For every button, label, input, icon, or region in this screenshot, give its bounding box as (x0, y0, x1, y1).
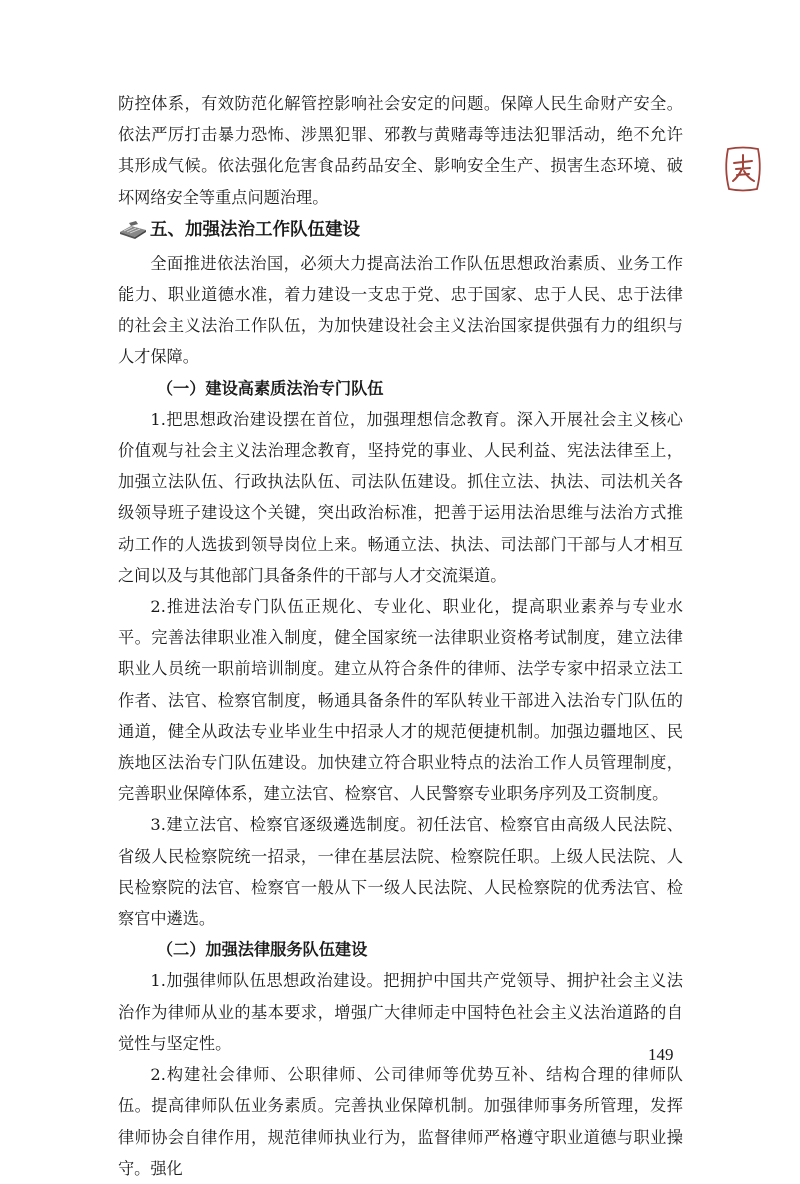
page-number: 149 (648, 1045, 674, 1064)
paragraph-a3: 3.建立法官、检察官逐级遴选制度。初任法官、检察官由高级人民法院、省级人民检察院统一招录，一律在基层法院、检察院任职。上级人民法院、人民检察院的法官、检察官一般从下一级人民法院、人民检察院的优秀法官、检察官中遴选。 (118, 815, 683, 929)
book-icon (118, 220, 148, 240)
paragraph-continued: 防控体系，有效防范化解管控影响社会安定的问题。保障人民生命财产安全。依法严厉打击暴力恐怖、涉黑犯罪、邪教与黄赌毒等违法犯罪活动，绝不允许其形成气候。依法强化危害食品药品安全、影响安全生产、损害生态环境、破坏网络安全等重点问题治理。 (118, 94, 683, 207)
section-heading (118, 214, 683, 246)
section-title: 五、加强法治工作队伍建设 (150, 219, 360, 240)
subheading-1: （一）建设高素质法治专门队伍 (156, 378, 384, 398)
paragraph-b1: 1.加强律师队伍思想政治建设。把拥护中国共产党领导、拥护社会主义法治作为律师从业的基本要求，增强广大律师走中国特色社会主义法治道路的自觉性与坚定性。 (118, 971, 683, 1053)
subheading-2: （二）加强法律服务队伍建设 (156, 940, 368, 960)
page-body (118, 88, 683, 1184)
section-intro: 全面推进依法治国，必须大力提高法治工作队伍思想政治素质、业务工作能力、职业道德水准，着力建设一支忠于党、忠于国家、忠于人民、忠于法律的社会主义法治工作队伍，为加快建设社会主义法治国家提供强有力的组织与人才保障。 (118, 253, 683, 367)
paragraph-a1: 1.把思想政治建设摆在首位，加强理想信念教育。深入开展社会主义核心价值观与社会主义法治理念教育，坚持党的事业、人民利益、宪法法律至上，加强立法队伍、行政执法队伍、司法队伍建设。抓住立法、执法、司法机关各级领导班子建设这个关键，突出政治标准，把善于运用法治思维与法治方式推动工作的人选拔到领导岗位上来。畅通立法、执法、司法部门干部与人才相互之间以及与其他部门具备条件的干部与人才交流渠道。 (118, 409, 683, 585)
paragraph-a2: 2.推进法治专门队伍正规化、专业化、职业化，提高职业素养与专业水平。完善法律职业准入制度，健全国家统一法律职业资格考试制度，建立法律职业人员统一职前培训制度。建立从符合条件的律师、法学专家中招录立法工作者、法官、检察官制度，畅通具备条件的军队转业干部进入法治专门队伍的通道，健全从政法专业毕业生中招录人才的规范便捷机制。加强边疆地区、民族地区法治专门队伍建设。加快建立符合职业特点的法治工作人员管理制度，完善职业保障体系，建立法官、检察官、人民警察专业职务序列及工资制度。 (118, 597, 683, 804)
paragraph-b2: 2.构建社会律师、公职律师、公司律师等优势互补、结构合理的律师队伍。提高律师队伍业务素质。完善执业保障机制。加强律师事务所管理，发挥律师协会自律作用，规范律师执业行为，监督律师严格遵守职业道德与职业操守。强化 (118, 1065, 683, 1178)
seal-icon (722, 145, 764, 193)
